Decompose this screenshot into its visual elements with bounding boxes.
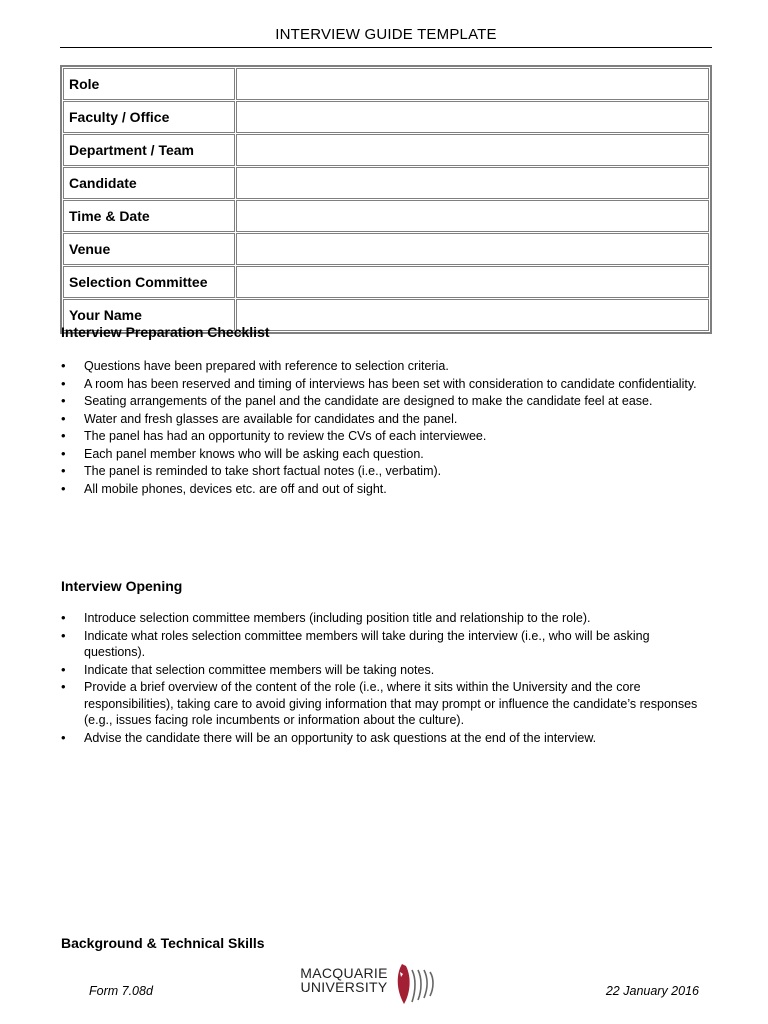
- table-row: [63, 167, 709, 199]
- title-divider: [60, 47, 712, 48]
- details-table: [60, 65, 712, 334]
- selection-committee-field[interactable]: [236, 266, 709, 298]
- list-item: • The panel has had an opportunity to review the CVs of each interviewee.: [61, 428, 711, 445]
- form-number: Form 7.08d: [89, 984, 153, 998]
- list-item: • Indicate what roles selection committee members will take during the interview (i.e., who will be asking questions).: [61, 628, 711, 661]
- table-row: [63, 68, 709, 100]
- faculty-field[interactable]: [236, 101, 709, 133]
- row-label-time-date: Time & Date: [63, 200, 235, 232]
- your-name-field[interactable]: [236, 299, 709, 331]
- list-item: • The panel is reminded to take short factual notes (i.e., verbatim).: [61, 463, 711, 480]
- list-item: • A room has been reserved and timing of interviews has been set with consideration to candidate confidentiality.: [61, 376, 711, 393]
- logo-line-1: MACQUARIE: [300, 965, 388, 981]
- list-item: • All mobile phones, devices etc. are off and out of sight.: [61, 481, 711, 498]
- candidate-field[interactable]: [236, 167, 709, 199]
- lighthouse-emblem-icon: [394, 960, 440, 1008]
- list-item: • Water and fresh glasses are available for candidates and the panel.: [61, 411, 711, 428]
- footer-date: 22 January 2016: [605, 984, 699, 998]
- row-label-faculty: Faculty / Office: [63, 101, 235, 133]
- table-row: [63, 266, 709, 298]
- table-row: [63, 101, 709, 133]
- checklist-heading: Interview Preparation Checklist: [61, 324, 270, 340]
- background-heading: Background & Technical Skills: [61, 935, 265, 951]
- row-label-role: Role: [63, 68, 235, 100]
- logo-line-2: UNIVERSITY: [300, 979, 388, 995]
- list-item: • Introduce selection committee members (including position title and relationship to the role).: [61, 610, 711, 627]
- table-row: [63, 134, 709, 166]
- list-item: • Seating arrangements of the panel and the candidate are designed to make the candidate feel at ease.: [61, 393, 711, 410]
- time-date-field[interactable]: [236, 200, 709, 232]
- row-label-candidate: Candidate: [63, 167, 235, 199]
- checklist-list: [61, 358, 711, 498]
- row-label-department: Department / Team: [63, 134, 235, 166]
- list-item: • Questions have been prepared with reference to selection criteria.: [61, 358, 711, 375]
- opening-heading: Interview Opening: [61, 578, 183, 594]
- list-item: • Advise the candidate there will be an opportunity to ask questions at the end of the interview.: [61, 730, 711, 747]
- list-item: • Each panel member knows who will be asking each question.: [61, 446, 711, 463]
- opening-list: [61, 610, 711, 747]
- row-label-venue: Venue: [63, 233, 235, 265]
- department-field[interactable]: [236, 134, 709, 166]
- venue-field[interactable]: [236, 233, 709, 265]
- role-field[interactable]: [236, 68, 709, 100]
- table-row: [63, 200, 709, 232]
- row-label-selection-committee: Selection Committee: [63, 266, 235, 298]
- logo-wordmark: [298, 966, 390, 994]
- list-item: • Indicate that selection committee members will be taking notes.: [61, 662, 711, 679]
- list-item: • Provide a brief overview of the content of the role (i.e., where it sits within the University and the core responsibilities), taking care to avoid giving information that may prompt or influence the candidate’s responses (e.g., issues facing role incumbents or information about the culture).: [61, 679, 711, 729]
- row-label-your-name: Your Name: [63, 299, 235, 331]
- table-row: [63, 233, 709, 265]
- university-logo: [298, 960, 443, 1008]
- page-title: INTERVIEW GUIDE TEMPLATE: [275, 26, 497, 43]
